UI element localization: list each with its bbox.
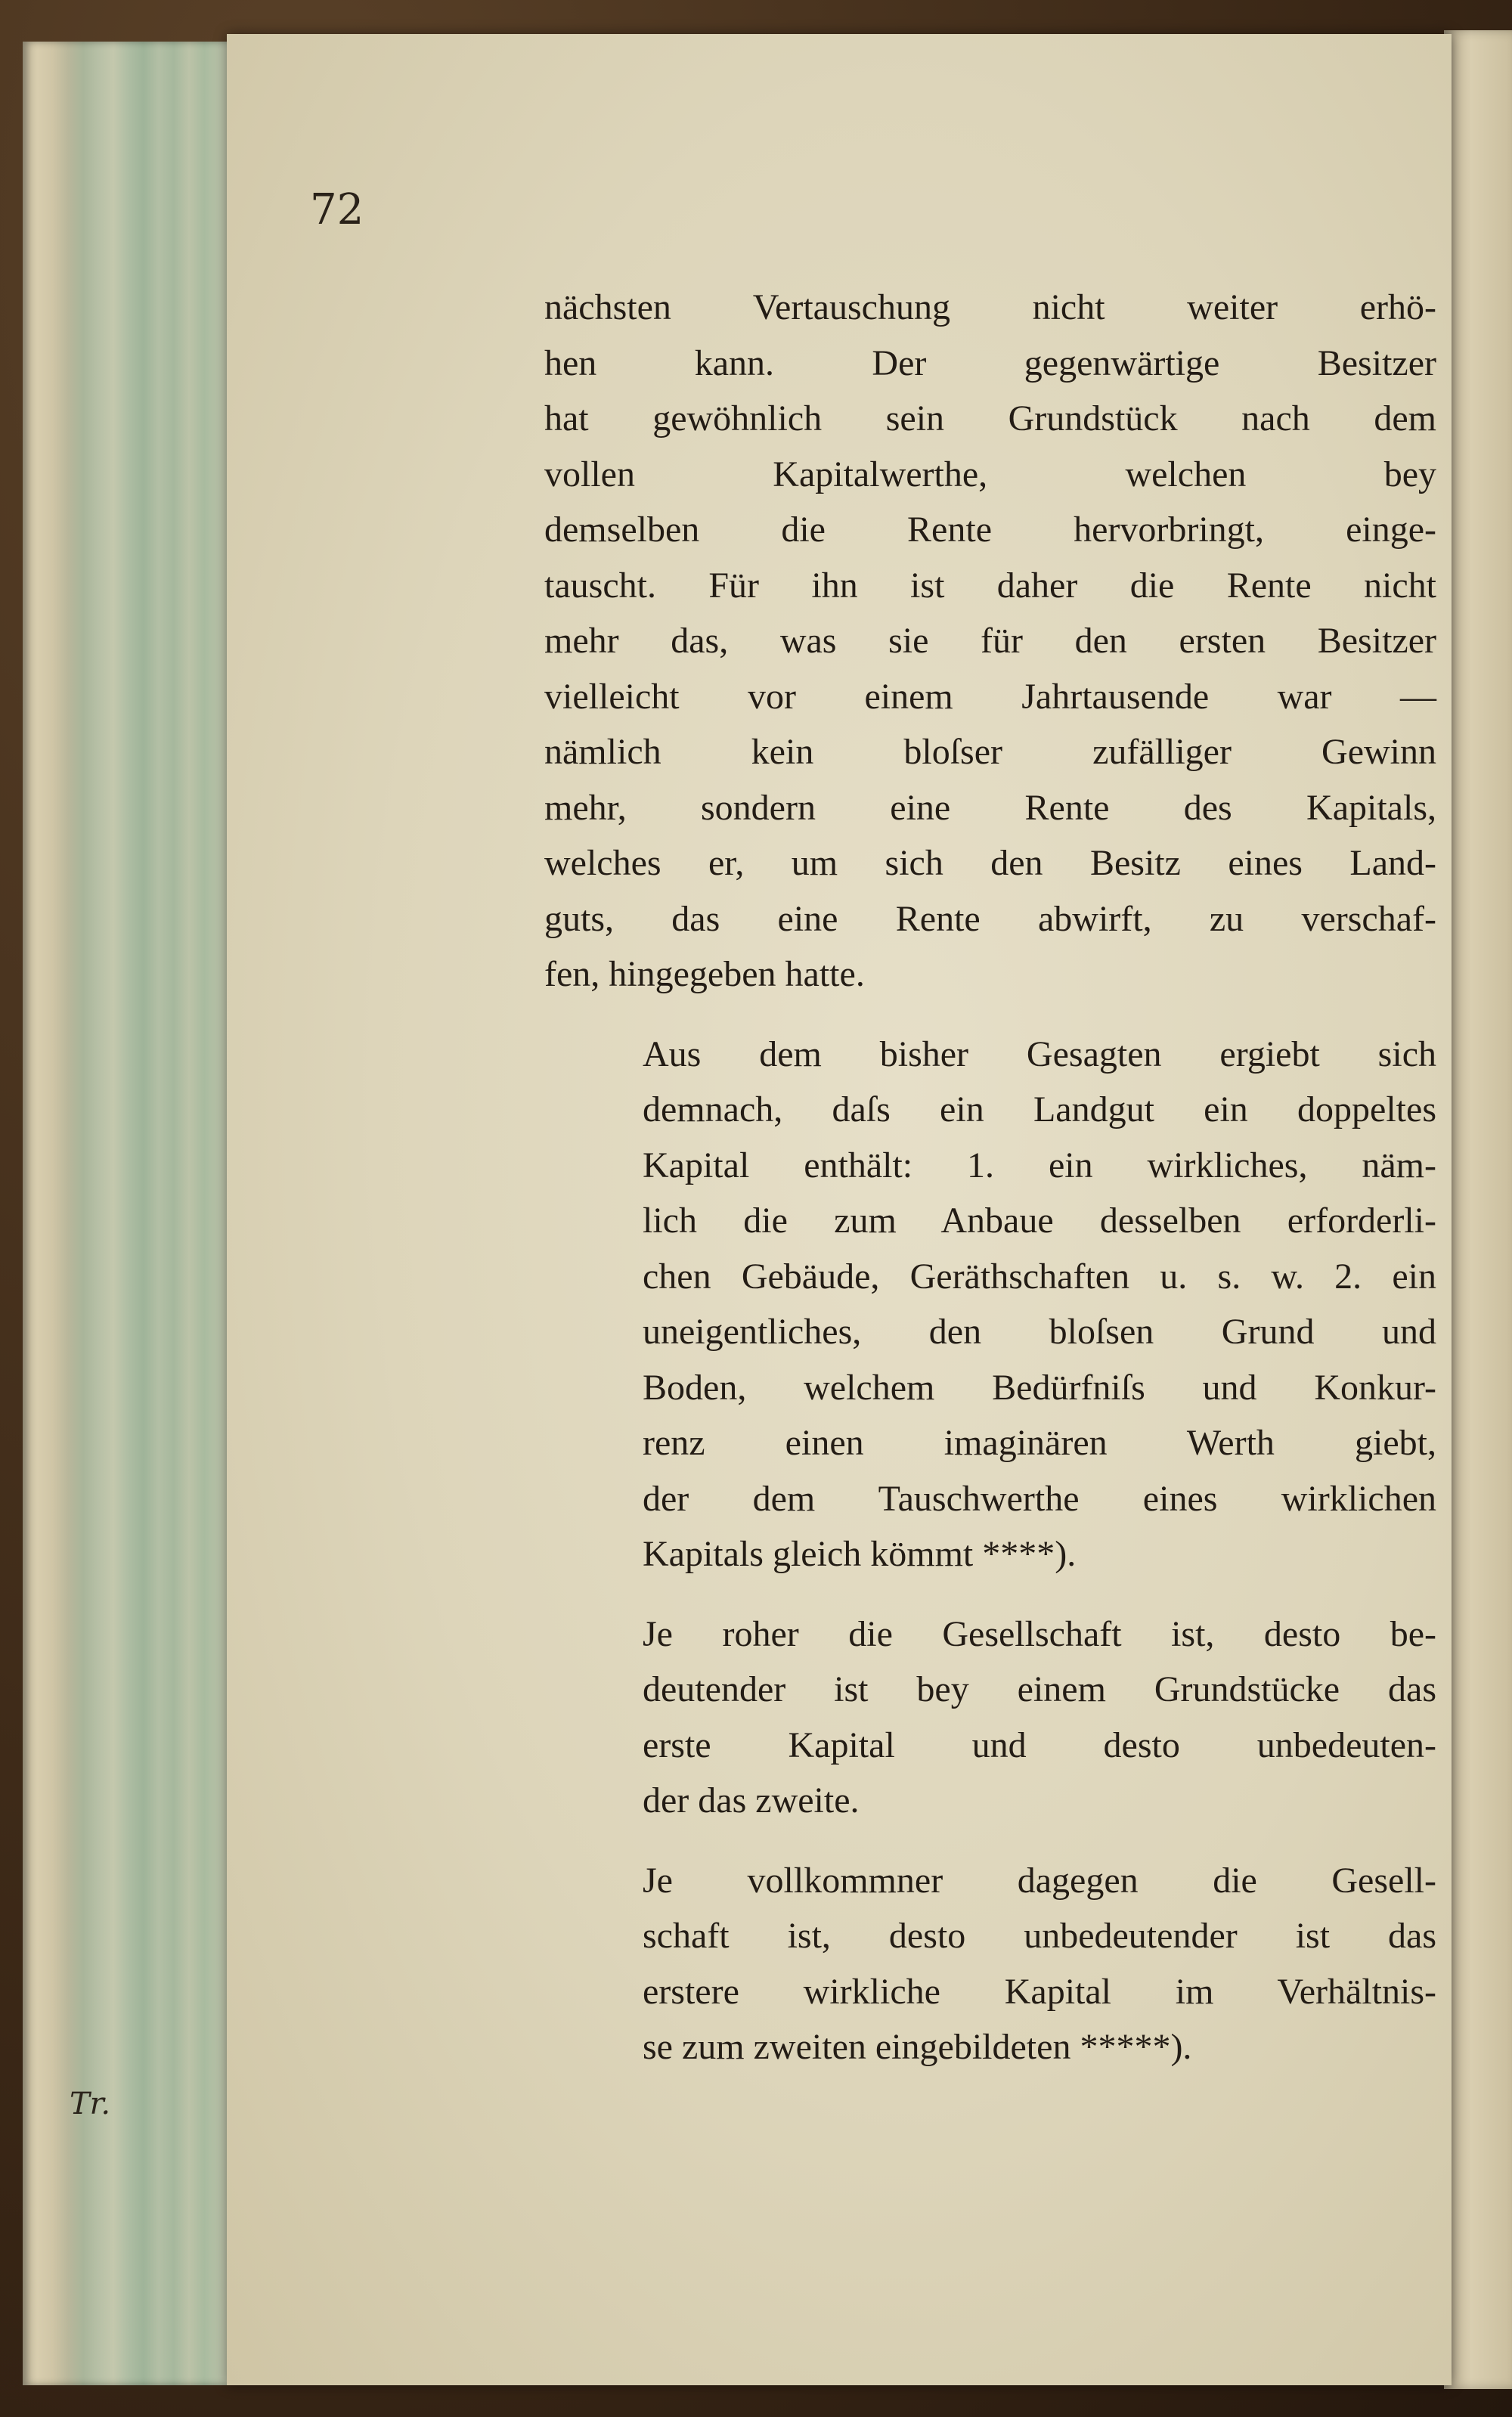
text-line: Je vollkommner dagegen die Gesell- (643, 1860, 1436, 1901)
text-line: uneigentliches, den bloſsen Grund und (643, 1312, 1436, 1352)
text-line: tauscht. Für ihn ist daher die Rente nicht (544, 565, 1436, 606)
paragraph (544, 280, 1436, 1002)
text-line: nämlich kein bloſser zufälliger Gewinn (544, 732, 1436, 772)
paragraph (544, 1607, 1436, 1829)
text-line: mehr, sondern eine Rente des Kapitals, (544, 787, 1436, 828)
body-text (544, 280, 1436, 2099)
text-line: hat gewöhnlich sein Grundstück nach dem (544, 398, 1436, 438)
text-line: vollen Kapitalwerthe, welchen bey (544, 454, 1436, 494)
paragraph (544, 1853, 1436, 2075)
page-number: 72 (310, 185, 364, 234)
paragraph (544, 1027, 1436, 1582)
text-line: Aus dem bisher Gesagten ergiebt sich (643, 1033, 1436, 1074)
text-line: demnach, daſs ein Landgut ein doppeltes (643, 1089, 1436, 1129)
text-line: schaft ist, desto unbedeutender ist das (643, 1916, 1436, 1956)
text-line: se zum zweiten eingebildeten *****). (643, 2027, 1192, 2067)
text-line: guts, das eine Rente abwirft, zu verschaf- (544, 898, 1436, 939)
text-line: welches er, um sich den Besitz eines Land- (544, 843, 1436, 883)
text-line: demselben die Rente hervorbringt, einge- (544, 510, 1436, 550)
text-line: Kapital enthält: 1. ein wirkliches, näm- (643, 1145, 1436, 1185)
text-line: fen, hingegeben hatte. (544, 954, 865, 994)
text-line: nächsten Vertauschung nicht weiter erhö- (544, 287, 1436, 327)
facing-page-edge (1444, 30, 1512, 2389)
text-line: erste Kapital und desto unbedeuten- (643, 1724, 1436, 1765)
page-stack-edge (23, 42, 242, 2385)
margin-handwritten-note: Tr. (70, 2087, 111, 2121)
text-line: Boden, welchem Bedürfniſs und Konkur- (643, 1367, 1436, 1408)
text-line: Je roher die Gesellschaft ist, desto be- (643, 1613, 1436, 1654)
text-line: deutender ist bey einem Grundstücke das (643, 1669, 1436, 1709)
text-line: chen Gebäude, Geräthschaften u. s. w. 2. ein (643, 1256, 1436, 1297)
text-line: hen kann. Der gegenwärtige Besitzer (544, 342, 1436, 383)
text-line: Kapitals gleich kömmt ****). (643, 1534, 1077, 1574)
text-line: renz einen imaginären Werth giebt, (643, 1423, 1436, 1463)
text-line: erstere wirkliche Kapital im Verhältnis- (643, 1971, 1436, 2012)
text-line: der dem Tauschwerthe eines wirklichen (643, 1478, 1436, 1519)
text-line: vielleicht vor einem Jahrtausende war — (544, 676, 1436, 717)
text-line: mehr das, was sie für den ersten Besitzer (544, 621, 1436, 661)
text-line: der das zweite. (643, 1780, 860, 1820)
text-line: lich die zum Anbaue desselben erforderli- (643, 1201, 1436, 1241)
